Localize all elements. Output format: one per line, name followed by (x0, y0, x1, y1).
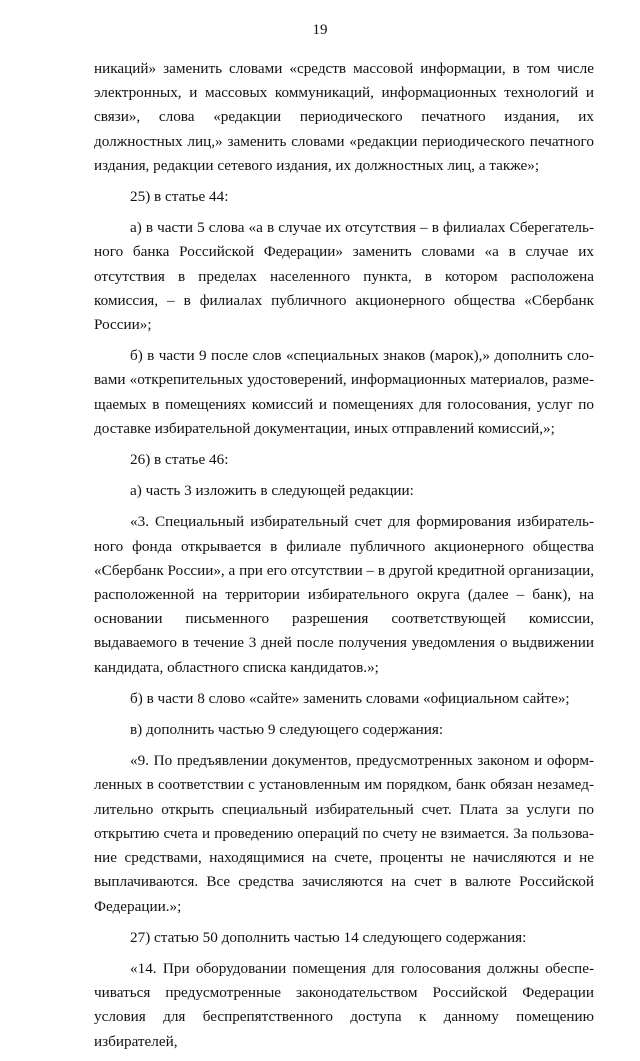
paragraph-item-27: 27) статью 50 дополнить частью 14 следующего содержания: (130, 928, 527, 946)
paragraph-item-26: 26) в статье 46: (130, 451, 229, 469)
paragraph-item-26b: б) в части 8 слово «сайте» заменить словами «официальном сайте»; (130, 689, 570, 707)
paragraph-item-26v: в) дополнить частью 9 следующего содержания: (130, 721, 444, 739)
document-body (94, 57, 594, 1061)
paragraph-part-14-text: «14. При оборудовании помещения для голосования должны обеспечиваться предусмотренные законодательством Российской Федерации условия для беспрепятственного доступа к данному помещению избирателей, (94, 959, 594, 1050)
paragraph-continuation: никаций» заменить словами «средств массовой информации, в том числе электронных, и массовых коммуникаций, информационных технологий и связи», слова «редакции периодического печатного издания, их должностных лиц,» заменить словами «редакции периодического печатного издания, редакции сетевого издания, их должностных лиц, а также»; (94, 60, 594, 174)
page-number: 19 (312, 22, 328, 38)
paragraph-part-9-text: «9. По предъявлении документов, предусмотренных законом и оформленных в соответствии с установленным им порядком, банк обязан незамедлительно открыть специальный избирательный счет. Плата за услуги по открытию счета и проведению операций по счету не взимается. За пользование средствами, находящимися на счете, проценты не начисляются и не выплачиваются. Все средства зачисляются на счет в валюте Российской Федерации.»; (94, 752, 594, 915)
paragraph-item-26a: а) часть 3 изложить в следующей редакции: (130, 482, 414, 500)
paragraph-item-25b: б) в части 9 после слов «специальных знаков (марок),» дополнить словами «открепительных удостоверений, информационных материалов, размещаемых в помещениях комиссий и помещениях для голосования, услуг по доставке избирательной документации, иных отправлений комиссий,»; (94, 347, 594, 437)
paragraph-item-25a: а) в части 5 слова «а в случае их отсутствия – в филиалах Сберегательного банка Российской Федерации» заменить словами «а в случае их отсутствия в пределах населенного пункта, в котором расположена комиссия, – в филиалах публичного акционерного общества «Сбербанк России»; (94, 219, 594, 334)
paragraph-item-25: 25) в статье 44: (130, 188, 229, 206)
paragraph-part-3-text: «3. Специальный избирательный счет для формирования избирательного фонда открывается в филиале публичного акционерного общества «Сбербанк России», а при его отсутствии – в другой кредитной организации, расположенной на территории избирательного округа (далее – банк), на основании письменного разрешения соответствующей комиссии, выдаваемого в течение 3 дней после получения уведомления о выдвижении кандидата, областного списка кандидатов.»; (94, 513, 594, 676)
